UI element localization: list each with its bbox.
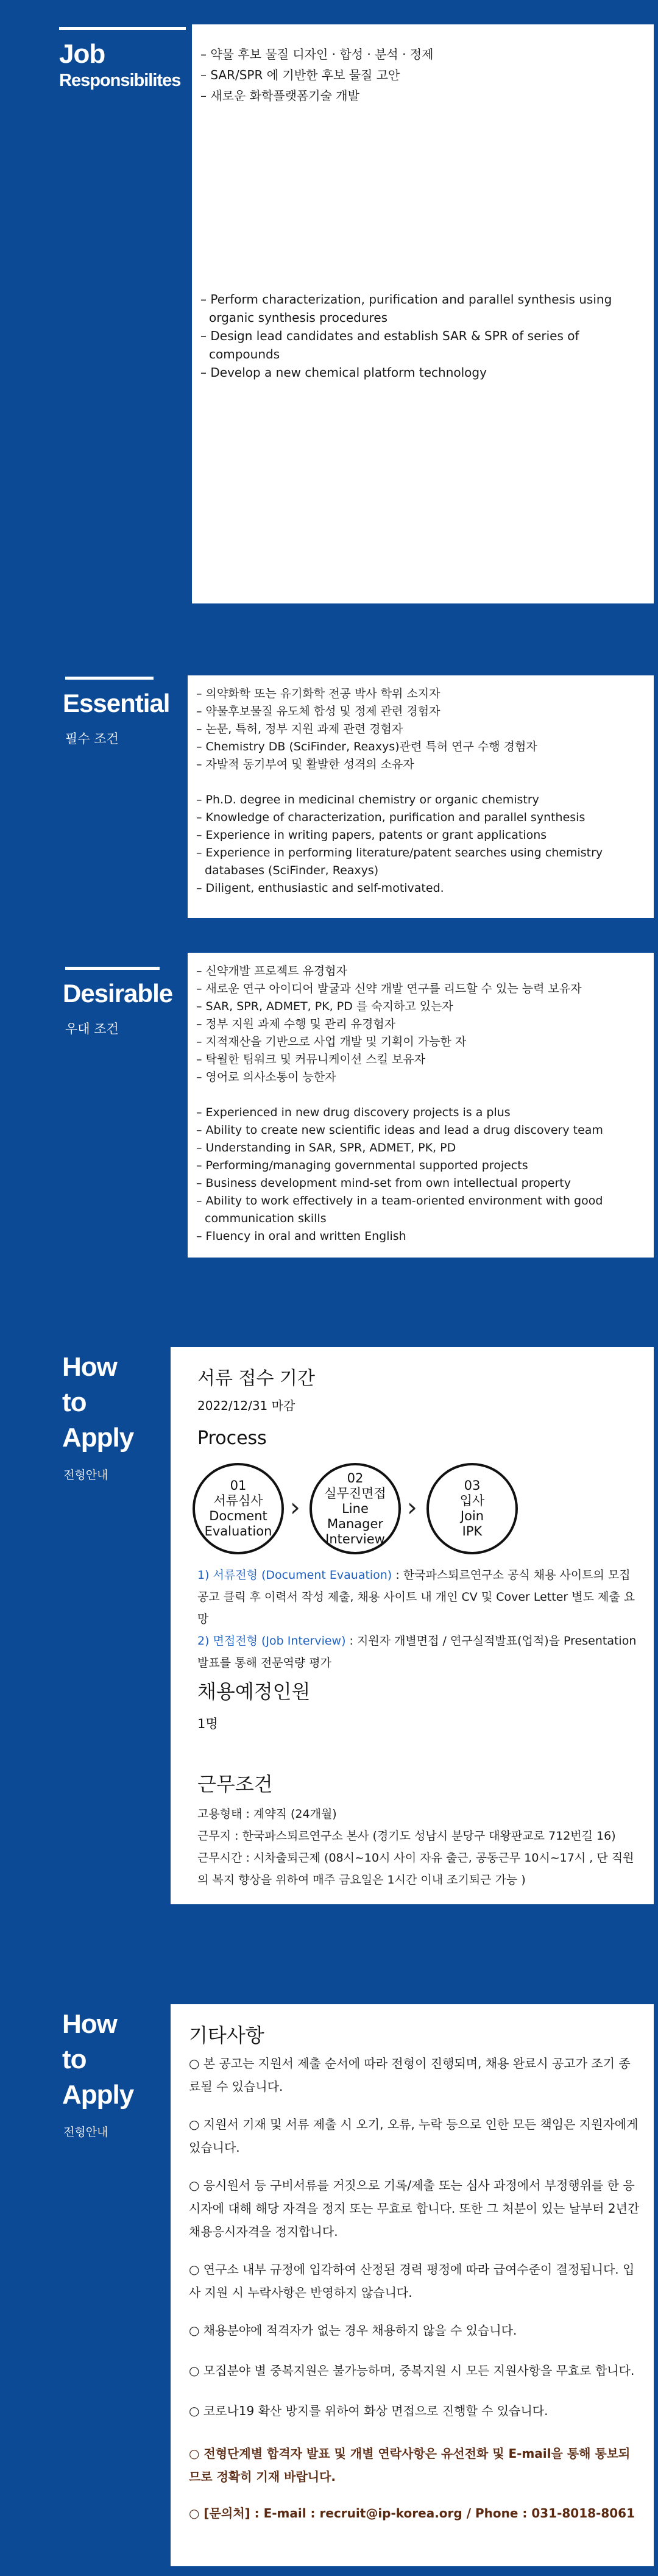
list-item: – 정부 지원 과제 수행 및 관리 유경험자	[196, 1017, 396, 1031]
list-item: – 약물 후보 물질 디자인 · 합성 · 분석 · 정제	[200, 47, 434, 62]
jr-panel	[192, 24, 654, 603]
step-label-ko: 서류심사	[213, 1493, 263, 1508]
list-item: – Chemistry DB (SciFinder, Reaxys)관련 특허 연구 수행 경험자	[196, 740, 537, 753]
list-item: – 영어로 의사소통이 능한자	[196, 1070, 336, 1084]
step-label-en: Line Manager	[327, 1501, 384, 1531]
note-text: : 지원자 개별면접 / 연구실적발표(업적)을 Presentation 발표를 통해 전문역량 평가	[197, 1634, 637, 1670]
step-label-en: Docment	[209, 1509, 267, 1523]
apply2-heading-line: to	[62, 2044, 87, 2074]
step-label-en: Evaluation	[204, 1524, 272, 1539]
list-spacer	[196, 774, 647, 791]
misc-note-8: ○ 전형단계별 합격자 발표 및 개별 연락사항은 유선전화 및 E-mail을 통해 통보되므로 정확히 기재 바랍니다.	[189, 2446, 631, 2484]
cond-item: 근무시간 : 시차출퇴근제 (08시~10시 사이 자유 출근, 공동근무 10시~17시 , 단 직원의 복지 향상을 위하여 매주 금요일은 1시간 이내 조기퇴근 가능 )	[197, 1851, 634, 1887]
list-item: – SAR/SPR 에 기반한 후보 물질 고안	[200, 68, 400, 82]
cond-list	[197, 1803, 642, 1891]
desirable-heading: Desirable	[63, 979, 173, 1008]
misc-title: 기타사항	[189, 2024, 264, 2047]
list-item: – Perform characterization, purification and parallel synthesis using organic synthesis procedures	[200, 292, 612, 325]
misc-note-3: ○ 응시원서 등 구비서류를 거짓으로 기록/제출 또는 심사 과정에서 부정행위를 한 응시자에 대해 해당 자격을 정지 또는 무효로 합니다. 또한 그 처분이 있는 날부터 2년간 채용응시자격을 정지합니다.	[189, 2178, 640, 2239]
list-item: – Experience in writing papers, patents or grant applications	[196, 828, 547, 842]
period-value: 2022/12/31 마감	[197, 1398, 295, 1413]
jr-heading-2: Responsibilites	[59, 71, 181, 90]
step-number: 03	[464, 1478, 481, 1493]
misc-note-4: ○ 연구소 내부 규정에 입각하여 산정된 경력 평정에 따라 급여수준이 결정됩니다. 입사 지원 시 누락사항은 반영하지 않습니다.	[189, 2262, 635, 2300]
section-rule	[65, 677, 154, 680]
jr-ko-list	[200, 44, 645, 106]
process-step-2	[310, 1463, 401, 1554]
list-item: – Knowledge of characterization, purification and parallel synthesis	[196, 811, 585, 824]
list-item: – Diligent, enthusiastic and self-motivated.	[196, 881, 444, 895]
list-item: – Understanding in SAR, SPR, ADMET, PK, PD	[196, 1141, 456, 1155]
note-interview	[197, 1630, 642, 1674]
apply2-heading	[62, 2007, 133, 2113]
apply1-heading	[62, 1350, 133, 1456]
step-number: 01	[230, 1478, 247, 1493]
apply2-heading-line: How	[62, 2009, 117, 2039]
apply1-heading-line: to	[62, 1387, 87, 1417]
process-title: Process	[197, 1428, 267, 1449]
list-item: – 약물후보물질 유도체 합성 및 정제 관련 경험자	[196, 705, 440, 718]
note-text: : 한국파스퇴르연구소 공식 채용 사이트의 모집 공고 클릭 후 이력서 작성 제출, 채용 사이트 내 개인 CV 및 Cover Letter 별도 제출 요망	[197, 1568, 635, 1626]
misc-note-2: ○ 지원서 기재 및 서류 제출 시 오기, 오류, 누락 등으로 인한 모든 책임은 지원자에게 있습니다.	[189, 2117, 639, 2155]
list-item: – Experience in performing literature/patent searches using chemistry databases (SciFinder, Reaxys)	[196, 846, 603, 877]
section-rule	[59, 27, 186, 30]
step-label-ko: 입사	[459, 1493, 485, 1508]
desirable-panel	[188, 953, 654, 1258]
process-step-3	[426, 1463, 518, 1554]
note-label: 1) 서류전형 (Document Evauation)	[197, 1568, 392, 1582]
list-item: – Performing/managing governmental supported projects	[196, 1159, 528, 1172]
process-step-1	[193, 1463, 284, 1554]
apply2-panel	[171, 2004, 654, 2566]
apply1-heading-line: Apply	[62, 1423, 134, 1453]
essential-list	[196, 685, 647, 897]
section-rule	[65, 967, 160, 970]
list-item: – 새로운 화학플랫폼기술 개발	[200, 88, 359, 103]
misc-note-5: ○ 채용분야에 적격자가 없는 경우 채용하지 않을 수 있습니다.	[189, 2323, 517, 2338]
apply2-sub: 전형안내	[63, 2126, 108, 2139]
contact-info: ○ [문의처] : E-mail : recruit@ip-korea.org / Phone : 031-8018-8061	[189, 2506, 635, 2521]
step-number: 02	[347, 1470, 364, 1485]
misc-note-7: ○ 코로나19 확산 방지를 위하여 화상 면접으로 진행할 수 있습니다.	[189, 2403, 548, 2418]
step-label-ko: 실무진면접	[324, 1485, 386, 1501]
jr-heading-1: Job	[59, 39, 105, 69]
period-title: 서류 접수 기간	[197, 1368, 315, 1389]
list-item: – Ph.D. degree in medicinal chemistry or organic chemistry	[196, 793, 539, 806]
list-item: – 새로운 연구 아이디어 발굴과 신약 개발 연구를 리드할 수 있는 능력 보유자	[196, 982, 582, 995]
apply1-sub: 전형안내	[63, 1468, 108, 1482]
cond-item: 근무지 : 한국파스퇴르연구소 본사 (경기도 성남시 분당구 대왕판교로 712번길 16)	[197, 1829, 616, 1843]
list-item: – Ability to work effectively in a team-oriented environment with good communication skills	[196, 1194, 603, 1225]
essential-sub: 필수 조건	[65, 731, 119, 746]
essential-heading: Essential	[63, 689, 170, 717]
jr-en-list	[200, 290, 645, 382]
step-label-en: IPK	[462, 1524, 483, 1539]
note-label: 2) 면접전형 (Job Interview)	[197, 1634, 346, 1648]
list-item: – 의약화학 또는 유기화학 전공 박사 학위 소지자	[196, 687, 440, 700]
list-item: – 자발적 동기부여 및 활발한 성격의 소유자	[196, 758, 414, 771]
list-item: – SAR, SPR, ADMET, PK, PD 를 숙지하고 있는자	[196, 1000, 453, 1013]
process-notes	[197, 1564, 642, 1674]
list-item: – 탁월한 팀워크 및 커뮤니케이션 스킬 보유자	[196, 1053, 426, 1066]
list-item: – Develop a new chemical platform technology	[200, 365, 487, 380]
cond-title: 근무조건	[197, 1773, 273, 1796]
hire-title: 채용예정인원	[197, 1680, 311, 1703]
essential-panel	[188, 675, 654, 918]
apply2-heading-line: Apply	[62, 2080, 134, 2110]
list-item: – Business development mind-set from own intellectual property	[196, 1176, 571, 1190]
note-document	[197, 1564, 642, 1630]
desirable-list	[196, 962, 647, 1245]
list-item: – Experienced in new drug discovery projects is a plus	[196, 1106, 511, 1119]
cond-item: 고용형태 : 계약직 (24개월)	[197, 1807, 337, 1821]
list-item: – 신약개발 프로젝트 유경험자	[196, 964, 347, 978]
apply1-panel	[171, 1347, 654, 1904]
desirable-sub: 우대 조건	[65, 1022, 119, 1036]
hire-value: 1명	[197, 1717, 218, 1731]
step-label-en: Join	[460, 1509, 484, 1523]
misc-note-6: ○ 모집분야 별 중복지원은 불가능하며, 중복지원 시 모든 지원사항을 무효로 합니다.	[189, 2363, 635, 2378]
chevron-right-icon: ›	[407, 1492, 417, 1522]
step-label-en: Interview	[325, 1531, 385, 1546]
chevron-right-icon: ›	[290, 1492, 300, 1522]
list-item: – 지적재산을 기반으로 사업 개발 및 기획이 가능한 자	[196, 1035, 467, 1048]
list-item: – Design lead candidates and establish SAR & SPR of series of compounds	[200, 329, 579, 361]
misc-note-1: ○ 본 공고는 지원서 제출 순서에 따라 전형이 진행되며, 채용 완료시 공고가 조기 종료될 수 있습니다.	[189, 2056, 631, 2094]
list-spacer	[196, 1086, 647, 1104]
list-item: – Fluency in oral and written English	[196, 1229, 406, 1243]
list-item: – 논문, 특허, 정부 지원 과제 관련 경험자	[196, 722, 403, 736]
list-item: – Ability to create new scientific ideas and lead a drug discovery team	[196, 1123, 603, 1137]
apply1-heading-line: How	[62, 1352, 117, 1382]
